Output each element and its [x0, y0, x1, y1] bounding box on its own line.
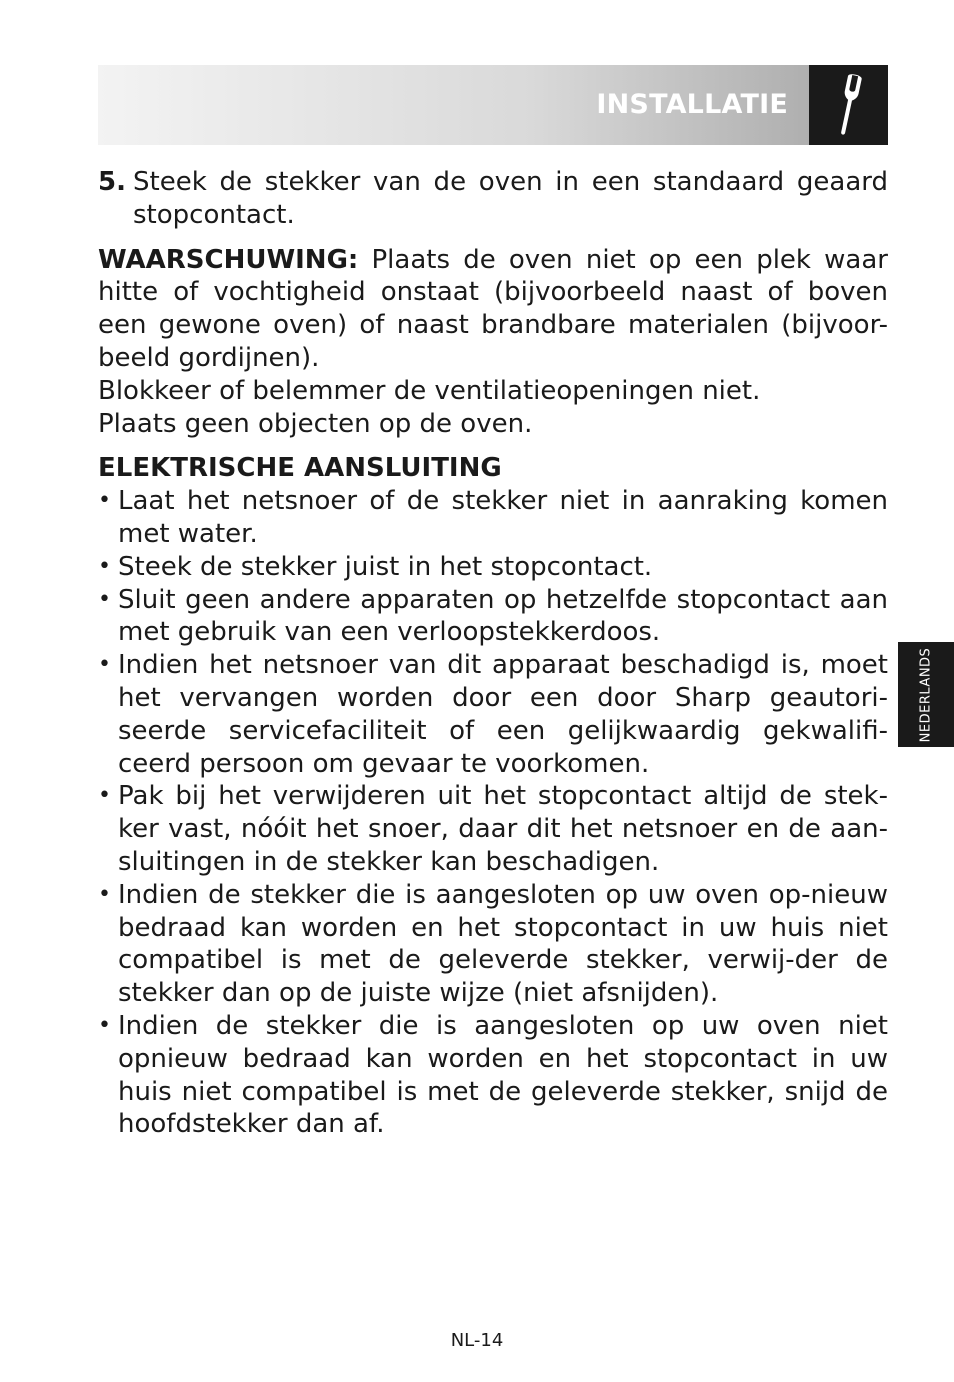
- warning-line-objects: Plaats geen objecten op de oven.: [98, 408, 533, 439]
- step-text: Steek de stekker van de oven in een standaard geaard stopcontact.: [133, 167, 888, 230]
- warning-text: Plaats de oven niet op een plek waar hitte of vochtigheid onstaat (bijvoorbeeld naast of boven een gewone oven) of naast brandbare materialen (bijvoor-beeld gordijnen).: [98, 244, 888, 373]
- warning-paragraph: [98, 244, 888, 375]
- page-number: NL-14: [450, 1330, 504, 1351]
- list-item: • Indien de stekker die is aangesloten op uw oven niet opnieuw bedraad kan worden en het stopcontact in uw huis niet compatibel is met de geleverde stekker, snijd de hoofdstekker dan af.: [98, 1010, 888, 1140]
- list-item: • Steek de stekker juist in het stopcontact.: [98, 551, 653, 582]
- section-title: INSTALLATIE: [596, 89, 788, 120]
- bullet-icon: •: [98, 586, 111, 612]
- bullet-icon: •: [98, 553, 111, 579]
- language-label: NEDERLANDS: [918, 647, 934, 742]
- language-side-tab: [898, 642, 954, 747]
- step-5: [98, 166, 888, 232]
- bullet-icon: •: [98, 881, 111, 907]
- wrench-icon: [809, 65, 888, 145]
- warning-label: WAARSCHUWING:: [98, 244, 359, 275]
- bullet-icon: •: [98, 488, 111, 514]
- warning-line-ventilation: Blokkeer of belemmer de ventilatieopeningen niet.: [98, 375, 761, 406]
- bullet-icon: •: [98, 783, 111, 809]
- list-item: • Laat het netsnoer of de stekker niet in aanraking komen met water.: [98, 486, 888, 549]
- list-item: • Sluit geen andere apparaten op hetzelfde stopcontact aan met gebruik van een verloopstekkerdoos.: [98, 584, 888, 648]
- bullet-icon: •: [98, 652, 111, 678]
- step-number: 5.: [98, 167, 126, 197]
- bullet-icon: •: [98, 1012, 111, 1038]
- list-item: • Indien het netsnoer van dit apparaat beschadigd is, moet het vervangen worden door een door Sharp geautori-seerde servicefaciliteit of een gelijkwaardig gekwalifi-ceerd persoon om gevaar te voorkomen.: [98, 650, 888, 779]
- page-content: [98, 166, 888, 1141]
- section-header-bar: [98, 65, 888, 145]
- list-item: • Indien de stekker die is aangesloten op uw oven op-nieuw bedraad kan worden en het stopcontact in uw huis niet compatibel is met de geleverde stekker, verwij-der de stekker dan op de juiste wijze (niet afsnijden).: [98, 879, 888, 1009]
- list-item: • Pak bij het verwijderen uit het stopcontact altijd de stek-ker vast, nóóit het snoer, daar dit het netsnoer en de aan-sluitingen in de stekker kan beschadigen.: [98, 781, 888, 877]
- header-icon-box: [809, 65, 888, 145]
- electrical-list: [98, 485, 888, 1141]
- electrical-heading: ELEKTRISCHE AANSLUITING: [98, 453, 502, 484]
